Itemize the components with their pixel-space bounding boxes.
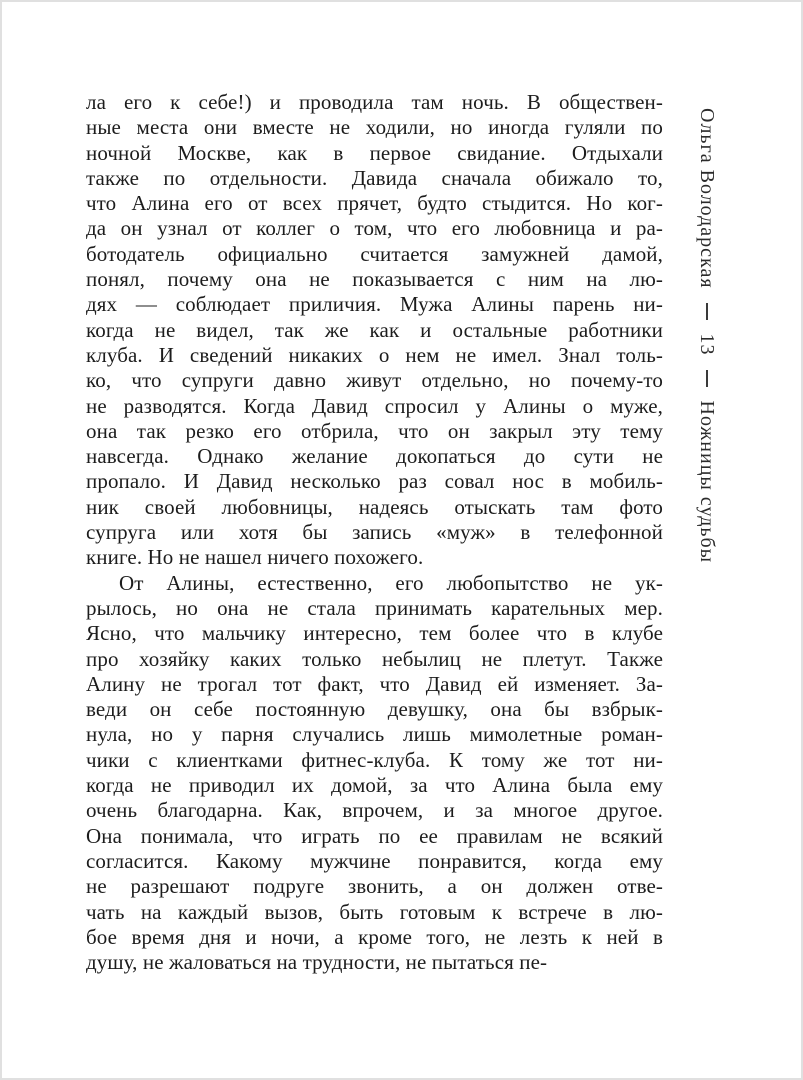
text-line: чать на каждый вызов, быть готовым к встрече в лю- xyxy=(86,899,663,924)
text-line: понял, почему она не показывается с ним на лю- xyxy=(86,267,663,292)
text-block xyxy=(86,90,663,975)
page-number: 13 xyxy=(696,333,719,356)
text-line: веди он себе постоянную девушку, она бы взбрык- xyxy=(86,697,663,722)
text-line: ко, что супруги давно живут отдельно, но почему-то xyxy=(86,368,663,393)
text-line: когда не приводил их домой, за что Алина была ему xyxy=(86,773,663,798)
text-line: про хозяйку каких только небылиц не плетут. Также xyxy=(86,646,663,671)
text-line: ные места они вместе не ходили, но иногда гуляли по xyxy=(86,115,663,140)
text-line: не разводятся. Когда Давид спросил у Алины о муже, xyxy=(86,393,663,418)
text-line: навсегда. Однако желание докопаться до сути не xyxy=(86,444,663,469)
text-line: не разрешают подруге звонить, а он должен отве- xyxy=(86,874,663,899)
text-line: душу, не жаловаться на трудности, не пытаться пе- xyxy=(86,950,548,975)
text-line: клуба. И сведений никаких о нем не имел. Знал толь- xyxy=(86,342,663,367)
text-line: Ясно, что мальчику интересно, тем более что в клубе xyxy=(86,621,663,646)
text-line: книге. Но не нашел ничего похожего. xyxy=(86,545,424,570)
text-line: ночной Москве, как в первое свидание. Отдыхали xyxy=(86,140,663,165)
text-line: очень благодарна. Как, впрочем, и за многое другое. xyxy=(86,798,663,823)
text-line: да он узнал от коллег о том, что его любовница и ра- xyxy=(86,216,663,241)
text-line: Алину не трогал тот факт, что Давид ей изменяет. За- xyxy=(86,671,663,696)
text-line: ник своей любовницы, надеясь отыскать там фото xyxy=(86,494,663,519)
text-line: когда не видел, так же как и остальные работники xyxy=(86,317,663,342)
text-line: ла его к себе!) и проводила там ночь. В обществен- xyxy=(86,90,663,114)
divider-rule xyxy=(706,303,708,320)
text-line: бое время дня и ночи, а кроме того, не лезть к ней в xyxy=(86,924,663,949)
text-line: нула, но у парня случались лишь мимолетные роман- xyxy=(86,722,663,747)
text-line: также по отдельности. Давида сначала обижало то, xyxy=(86,165,663,190)
text-line: пропало. И Давид несколько раз совал нос в мобиль- xyxy=(86,469,663,494)
book-title: Ножницы судьбы xyxy=(696,400,719,564)
text-line: согласится. Какому мужчине понравится, когда ему xyxy=(86,848,663,873)
text-line: рылось, но она не стала принимать карательных мер. xyxy=(86,595,663,620)
text-line: дях — соблюдает приличия. Мужа Алины парень ни- xyxy=(86,292,663,317)
margin-strip xyxy=(693,108,721,673)
text-line: От Алины, естественно, его любопытство не ук- xyxy=(119,570,663,595)
text-line: ботодатель официально считается замужней дамой, xyxy=(86,241,663,266)
text-line: супруга или хотя бы запись «муж» в телефонной xyxy=(86,520,663,545)
author-name: Ольга Володарская xyxy=(696,108,719,289)
divider-rule xyxy=(706,370,708,387)
text-line: что Алина его от всех прячет, будто стыдится. Но ког- xyxy=(86,191,663,216)
text-line: Она понимала, что играть по ее правилам не всякий xyxy=(86,823,663,848)
text-line: чики с клиентками фитнес-клуба. К тому же тот ни- xyxy=(86,747,663,772)
text-line: она так резко его отбрила, что он закрыл эту тему xyxy=(86,418,663,443)
